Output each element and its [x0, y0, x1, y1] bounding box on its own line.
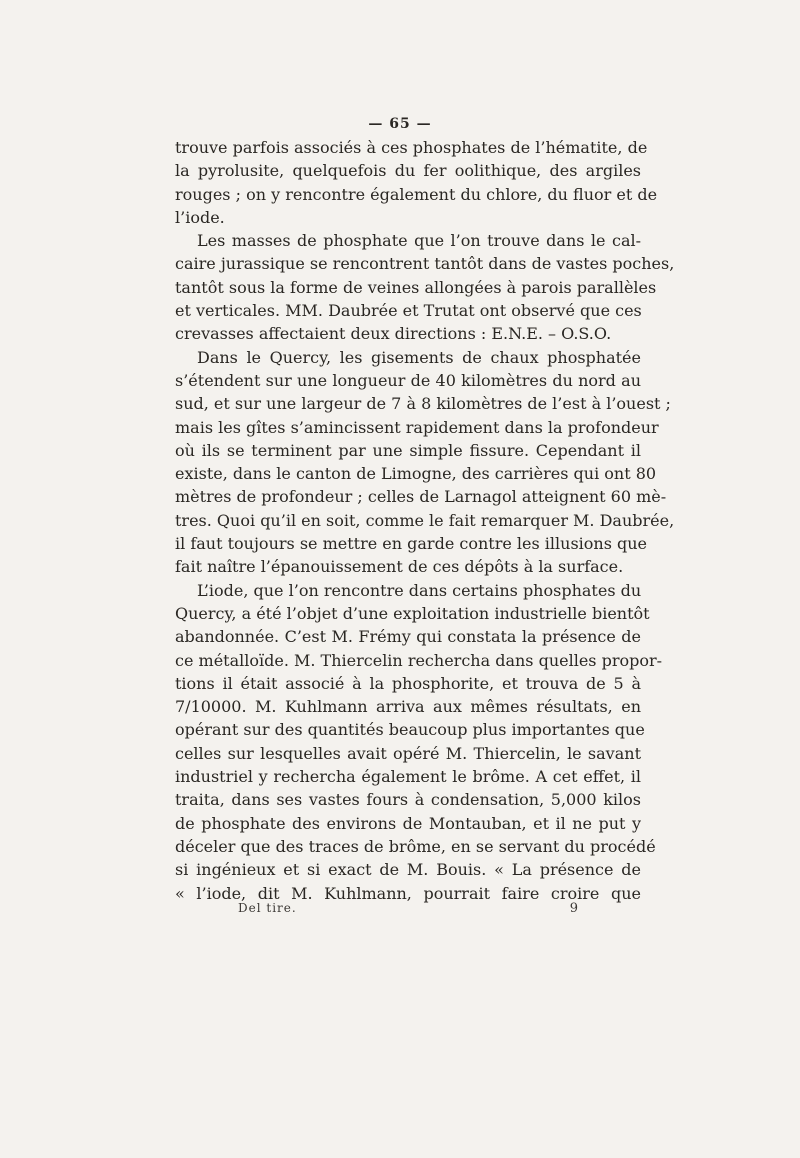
- text-line: Les masses de phosphate que l’on trouve dans le cal-: [197, 231, 641, 251]
- text-line: industriel y rechercha également le brôme. A cet effet, il: [175, 767, 641, 787]
- text-line: traita, dans ses vastes fours à condensation, 5,000 kilos: [175, 790, 641, 810]
- text-line: déceler que des traces de brôme, en se servant du procédé: [175, 836, 656, 856]
- text-line: mais les gîtes s’amincissent rapidement dans la profondeur: [175, 417, 659, 437]
- text-line: l’iode.: [175, 207, 225, 227]
- body-text: [175, 136, 675, 905]
- text-line: abandonnée. C’est M. Frémy qui constata la présence de: [175, 627, 641, 647]
- sheet-number: 9: [569, 901, 578, 916]
- text-line: trouve parfois associés à ces phosphates de l’hématite, de: [175, 138, 648, 157]
- text-line: L’iode, que l’on rencontre dans certains phosphates du: [197, 580, 642, 600]
- text-line: mètres de profondeur ; celles de Larnagol atteignent 60 mè-: [175, 487, 667, 507]
- text-line: la pyrolusite, quelquefois du fer oolithique, des argiles: [175, 161, 641, 181]
- text-line: et verticales. MM. Daubrée et Trutat ont observé que ces: [175, 301, 642, 321]
- text-line: « l’iode, dit M. Kuhlmann, pourrait faire croire que: [175, 883, 641, 903]
- text-line: fait naître l’épanouissement de ces dépôts à la surface.: [175, 557, 624, 577]
- text-line: sud, et sur une largeur de 7 à 8 kilomètres de l’est à l’ouest ;: [175, 394, 671, 414]
- text-line: tions il était associé à la phosphorite, et trouva de 5 à: [175, 673, 641, 693]
- text-line: si ingénieux et si exact de M. Bouis. « La présence de: [175, 860, 641, 880]
- text-line: il faut toujours se mettre en garde contre les illusions que: [175, 534, 648, 554]
- text-line: tres. Quoi qu’il en soit, comme le fait remarquer M. Daubrée,: [175, 510, 675, 530]
- text-line: Quercy, a été l’objet d’une exploitation industrielle bientôt: [175, 603, 650, 623]
- text-line: crevasses affectaient deux directions : E.N.E. – O.S.O.: [175, 324, 612, 344]
- text-line: tantôt sous la forme de veines allongées à parois parallèles: [175, 277, 657, 297]
- text-line: ce métalloïde. M. Thiercelin rechercha dans quelles propor-: [175, 650, 663, 670]
- text-line: rouges ; on y rencontre également du chlore, du fluor et de: [175, 184, 658, 204]
- text-line: existe, dans le canton de Limogne, des carrières qui ont 80: [175, 464, 657, 484]
- text-line: 7/10000. M. Kuhlmann arriva aux mêmes résultats, en: [175, 697, 641, 717]
- text-line: Dans le Quercy, les gisements de chaux phosphatée: [197, 347, 641, 367]
- text-line: s’étendent sur une longueur de 40 kilomètres du nord au: [175, 370, 641, 390]
- page-number: — 65 —: [368, 116, 432, 132]
- text-line: caire jurassique se rencontrent tantôt dans de vastes poches,: [175, 254, 675, 274]
- text-line: où ils se terminent par une simple fissure. Cependant il: [175, 440, 641, 460]
- text-line: celles sur lesquelles avait opéré M. Thiercelin, le savant: [175, 743, 641, 763]
- text-line: de phosphate des environs de Montauban, et il ne put y: [175, 813, 641, 833]
- footer-signature: Del tire.: [238, 901, 297, 915]
- text-line: opérant sur des quantités beaucoup plus importantes que: [175, 720, 645, 740]
